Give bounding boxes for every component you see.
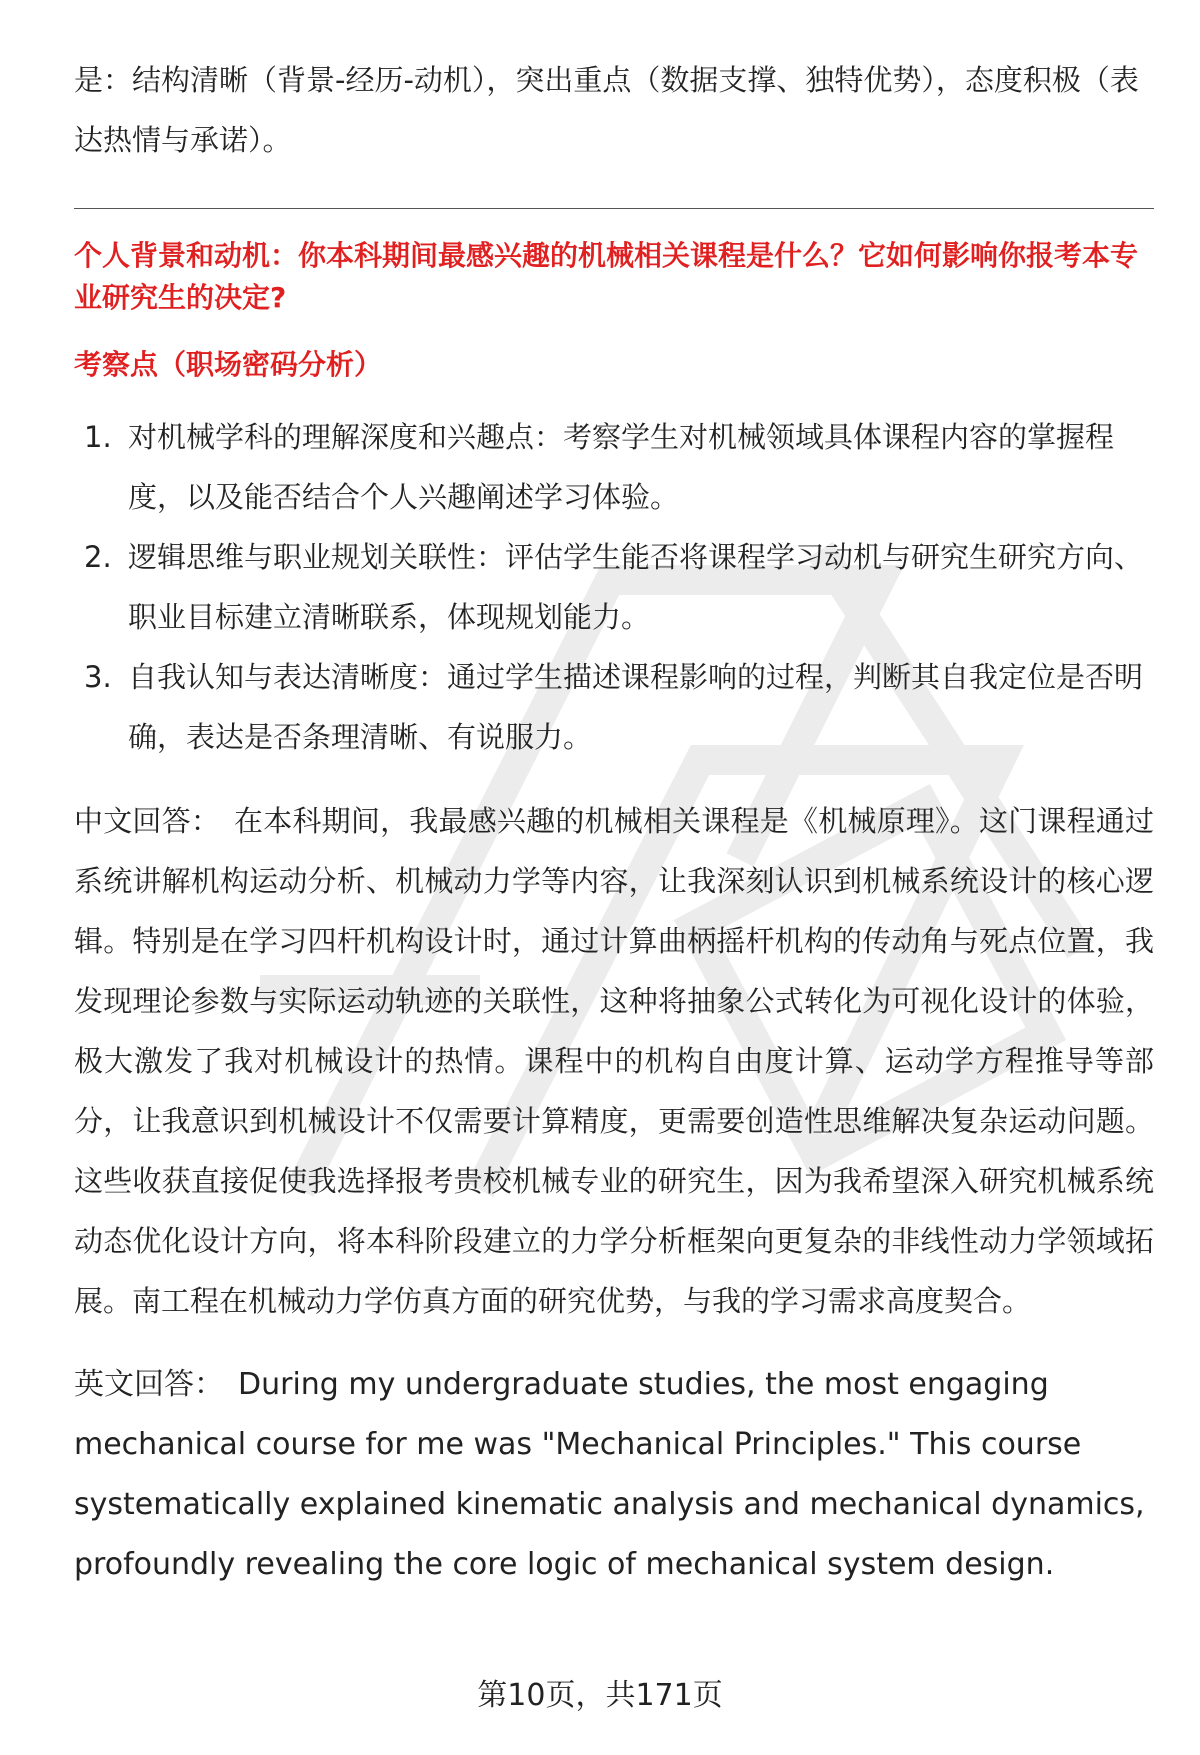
english-answer <box>74 1355 1154 1595</box>
english-answer-text: During my undergraduate studies, the most engaging mechanical course for me was "Mechanical Principles." This course systematically explained kinematic analysis and mechanical dynamics, profoundly revealing the core logic of mechanical system design. <box>74 1367 1145 1582</box>
point-text: 逻辑思维与职业规划关联性：评估学生能否将课程学习动机与研究生研究方向、职业目标建立清晰联系，体现规划能力。 <box>128 540 1144 634</box>
intro-paragraph: 是：结构清晰（背景-经历-动机），突出重点（数据支撑、独特优势），态度积极（表达热情与承诺）。 <box>74 63 1139 157</box>
point-number: 1. <box>84 420 112 454</box>
page-footer: 第10页，共171页 <box>477 1678 723 1713</box>
evaluation-point-3 <box>74 647 1154 767</box>
evaluation-point-1 <box>74 407 1154 527</box>
evaluation-points-title: 考察点（职场密码分析） <box>74 348 383 381</box>
chinese-answer-label: 中文回答： <box>74 804 221 838</box>
evaluation-point-2 <box>74 527 1154 647</box>
main-content <box>74 50 1154 1595</box>
point-text: 自我认知与表达清晰度：通过学生描述课程影响的过程，判断其自我定位是否明确，表达是否条理清晰、有说服力。 <box>128 660 1144 754</box>
chinese-answer <box>74 791 1154 1331</box>
section-divider <box>74 208 1154 209</box>
point-number: 2. <box>84 540 112 574</box>
chinese-answer-text: 在本科期间，我最感兴趣的机械相关课程是《机械原理》。这门课程通过系统讲解机构运动分析、机械动力学等内容，让我深刻认识到机械系统设计的核心逻辑。特别是在学习四杆机构设计时，通过计算曲柄摇杆机构的传动角与死点位置，我发现理论参数与实际运动轨迹的关联性，这种将抽象公式转化为可视化设计的体验，极大激发了我对机械设计的热情。课程中的机构自由度计算、运动学方程推导等部分，让我意识到机械设计不仅需要计算精度，更需要创造性思维解决复杂运动问题。这些收获直接促使我选择报考贵校机械专业的研究生，因为我希望深入研究机械系统动态优化设计方向，将本科阶段建立的力学分析框架向更复杂的非线性动力学领域拓展。南工程在机械动力学仿真方面的研究优势，与我的学习需求高度契合。 <box>74 804 1154 1318</box>
evaluation-points-list <box>74 407 1154 767</box>
question-heading: 个人背景和动机：你本科期间最感兴趣的机械相关课程是什么？它如何影响你报考本专业研究生的决定? <box>74 239 1139 314</box>
point-number: 3. <box>84 660 112 694</box>
point-text: 对机械学科的理解深度和兴趣点：考察学生对机械领域具体课程内容的掌握程度，以及能否结合个人兴趣阐述学习体验。 <box>128 420 1115 514</box>
english-answer-label: 英文回答： <box>74 1367 224 1402</box>
